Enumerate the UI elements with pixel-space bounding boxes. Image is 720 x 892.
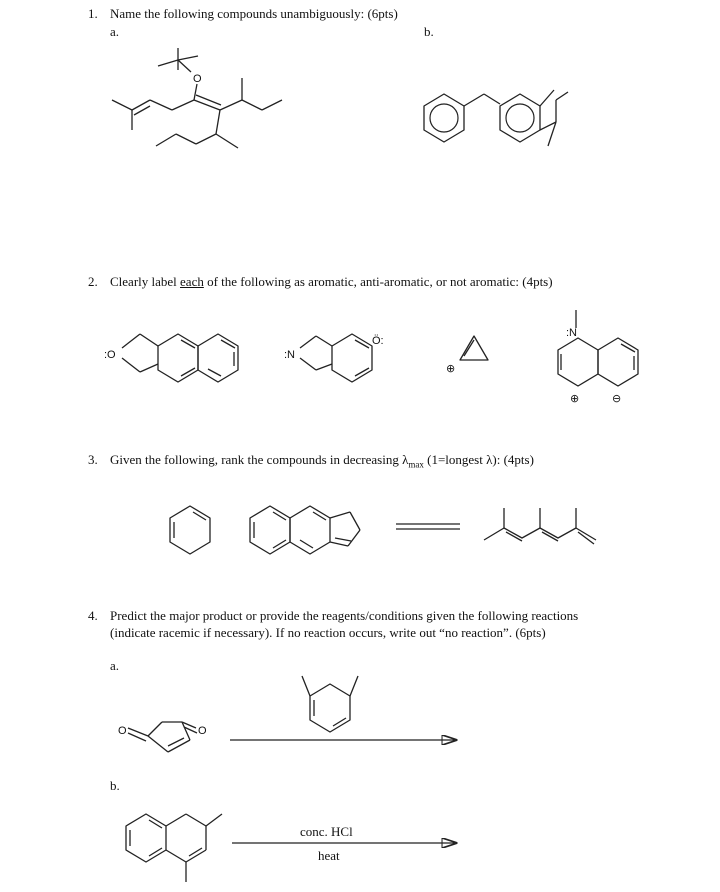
question-2-text-post: of the following as aromatic, anti-aromatic, or not aromatic: (4pts) [203, 274, 553, 289]
q3-compound-1 [170, 506, 210, 554]
q4a-oxygen-right: O [198, 725, 207, 737]
q1b-structure [424, 90, 568, 146]
question-1-number: 1. [88, 6, 98, 21]
question-4-number: 4. [88, 608, 98, 623]
q3-compound-2 [250, 506, 360, 554]
question-4-part-a: a. [110, 658, 120, 673]
question-2-number: 2. [88, 274, 98, 289]
question-1-part-b: b. [424, 24, 434, 39]
q3-compound-4 [484, 508, 596, 544]
q3-compound-3 [396, 524, 460, 529]
q2-structure-1 [104, 334, 238, 382]
q2-s4-minus: ⊖ [612, 393, 622, 405]
q2-s2-nitrogen: :N [284, 349, 295, 361]
q2-s1-oxygen: :O [104, 349, 116, 361]
q2-structure-2 [284, 334, 384, 382]
question-2-text-emphasis: each [180, 274, 204, 289]
q2-structure-3 [446, 336, 488, 375]
q2-structure-4 [558, 310, 638, 405]
question-2-text-pre: Clearly label [110, 274, 181, 289]
lambda-symbol: λ [402, 452, 409, 467]
reagent-heat: heat [318, 848, 340, 863]
lambda-subscript: max [408, 459, 424, 470]
q2-s4-nitrogen: :N [566, 327, 577, 339]
question-4-line-2: (indicate racemic if necessary). If no reaction occurs, write out “no reaction”. (6pts) [110, 625, 546, 640]
q4a-reactant [118, 722, 207, 752]
reagent-conc-hcl: conc. HCl [300, 824, 353, 839]
q2-s4-plus: ⊕ [570, 393, 580, 405]
question-1-text: Name the following compounds unambiguously: (6pts) [110, 6, 398, 21]
question-3-text-post: (1=longest λ): (4pts) [423, 452, 534, 467]
q4a-oxygen-left: O [118, 725, 127, 737]
question-3-text-pre: Given the following, rank the compounds in decreasing [110, 452, 403, 467]
q4b-reactant [126, 814, 222, 882]
question-4-line-1: Predict the major product or provide the reagents/conditions given the following reactions [110, 608, 579, 623]
q1a-oxygen: O [193, 73, 202, 85]
q1a-structure [112, 48, 282, 148]
q2-s2-oxygen: Ö: [372, 335, 384, 347]
question-4-part-b: b. [110, 778, 120, 793]
q2-s3-plus: ⊕ [446, 363, 456, 375]
question-3-number: 3. [88, 452, 98, 467]
q4a-reagent [302, 676, 358, 732]
question-1-part-a: a. [110, 24, 120, 39]
